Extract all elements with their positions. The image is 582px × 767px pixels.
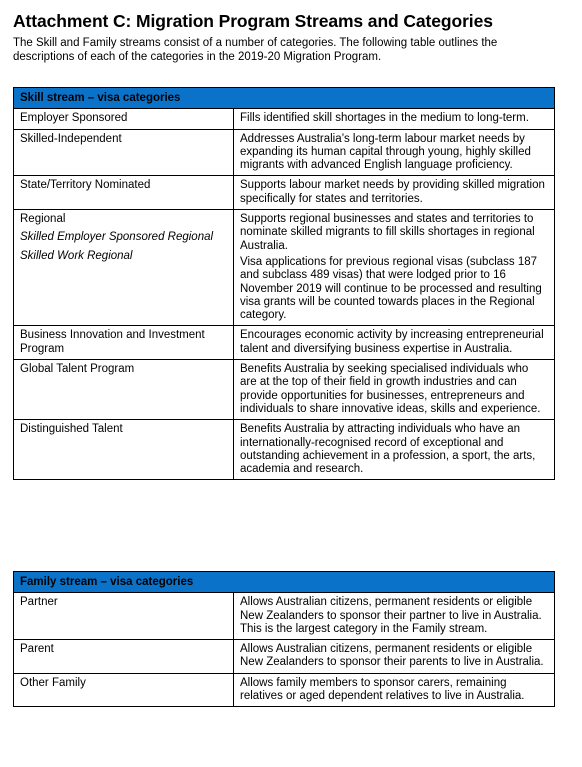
category-name: Business Innovation and Investment Program bbox=[20, 329, 205, 355]
category-name: Other Family bbox=[20, 676, 86, 689]
category-name-cell bbox=[14, 176, 234, 210]
table-row bbox=[14, 640, 555, 674]
table-row bbox=[14, 129, 555, 176]
skill-table-header-row bbox=[14, 88, 555, 109]
category-name-cell bbox=[14, 673, 234, 707]
category-description: Allows Australian citizens, permanent residents or eligible New Zealanders to sponsor their parents to live in Australia. bbox=[240, 643, 544, 669]
category-description: Benefits Australia by seeking specialised individuals who are at the top of their field in growth industries and can provide opportunities for businesses, entrepreneurs and individuals to share innovative ideas, skills and experience. bbox=[240, 363, 541, 415]
category-description: Allows Australian citizens, permanent residents or eligible New Zealanders to sponsor their partner to live in Australia. This is the largest category in the Family stream. bbox=[240, 596, 542, 635]
category-name-cell bbox=[14, 326, 234, 360]
category-name-cell bbox=[14, 420, 234, 480]
category-name: Employer Sponsored bbox=[20, 112, 128, 125]
category-description-cell bbox=[234, 326, 555, 360]
category-description-cell bbox=[234, 360, 555, 420]
skill-stream-table bbox=[13, 87, 555, 480]
skill-table-header: Skill stream – visa categories bbox=[14, 88, 555, 109]
subcategory-name: Skilled Employer Sponsored Regional bbox=[20, 231, 214, 244]
document-page bbox=[13, 10, 558, 703]
category-description-cell bbox=[234, 420, 555, 480]
table-row bbox=[14, 360, 555, 420]
category-description: Supports regional businesses and states and territories to nominate skilled migrants to fill skills shortages in regional Australia. bbox=[240, 213, 535, 252]
table-row bbox=[14, 326, 555, 360]
table-row bbox=[14, 420, 555, 480]
family-table-header-row bbox=[14, 572, 555, 593]
table-row bbox=[14, 210, 555, 326]
category-description: Visa applications for previous regional visas (subclass 187 and subclass 489 visas) that were lodged prior to 16 November 2019 will continue to be processed and resulting visa grants will be counted towards places in the Regional category. bbox=[240, 255, 542, 322]
table-row bbox=[14, 176, 555, 210]
family-stream-table bbox=[13, 571, 555, 707]
table-row bbox=[14, 673, 555, 707]
category-description-cell bbox=[234, 176, 555, 210]
category-name: Distinguished Talent bbox=[20, 423, 123, 436]
category-name: Partner bbox=[20, 596, 58, 609]
category-description: Allows family members to sponsor carers, remaining relatives or aged dependent relatives to live in Australia. bbox=[240, 676, 525, 703]
category-name-cell bbox=[14, 640, 234, 674]
category-description: Encourages economic activity by increasing entrepreneurial talent and diversifying business expertise in Australia. bbox=[240, 329, 544, 355]
category-name: Parent bbox=[20, 643, 54, 656]
subcategory-name: Skilled Work Regional bbox=[20, 249, 133, 262]
category-description: Fills identified skill shortages in the medium to long-term. bbox=[240, 112, 529, 125]
category-description-cell bbox=[234, 593, 555, 640]
category-description-cell bbox=[234, 640, 555, 674]
family-table-body bbox=[14, 593, 555, 707]
category-description: Addresses Australia’s long-term labour market needs by expanding its human capital through young, highly skilled migrants with advanced English language proficiency. bbox=[240, 132, 531, 172]
category-name: Skilled-Independent bbox=[20, 132, 122, 145]
category-name-cell bbox=[14, 210, 234, 326]
category-description-cell bbox=[234, 673, 555, 707]
category-name-cell bbox=[14, 593, 234, 640]
category-name: Global Talent Program bbox=[20, 363, 135, 376]
category-description-cell bbox=[234, 210, 555, 326]
category-description: Benefits Australia by attracting individuals who have an internationally-recognised record of exceptional and outstanding achievement in a profession, a sport, the arts, academia and research. bbox=[240, 423, 536, 476]
intro-paragraph: The Skill and Family streams consist of a number of categories. The following table outlines the descriptions of each of the categories in the 2019-20 Migration Program. bbox=[13, 37, 498, 63]
skill-table-body bbox=[14, 109, 555, 480]
category-description-cell bbox=[234, 129, 555, 176]
category-name-cell bbox=[14, 129, 234, 176]
category-description: Supports labour market needs by providing skilled migration specifically for states and territories. bbox=[240, 179, 545, 205]
category-description-cell bbox=[234, 109, 555, 129]
family-table-header: Family stream – visa categories bbox=[14, 572, 555, 593]
category-name-cell bbox=[14, 109, 234, 129]
page-title: Attachment C: Migration Program Streams and Categories bbox=[13, 11, 493, 31]
table-row bbox=[14, 593, 555, 640]
table-row bbox=[14, 109, 555, 129]
category-name: State/Territory Nominated bbox=[20, 179, 151, 192]
category-name-cell bbox=[14, 360, 234, 420]
category-name: Regional bbox=[20, 213, 66, 226]
